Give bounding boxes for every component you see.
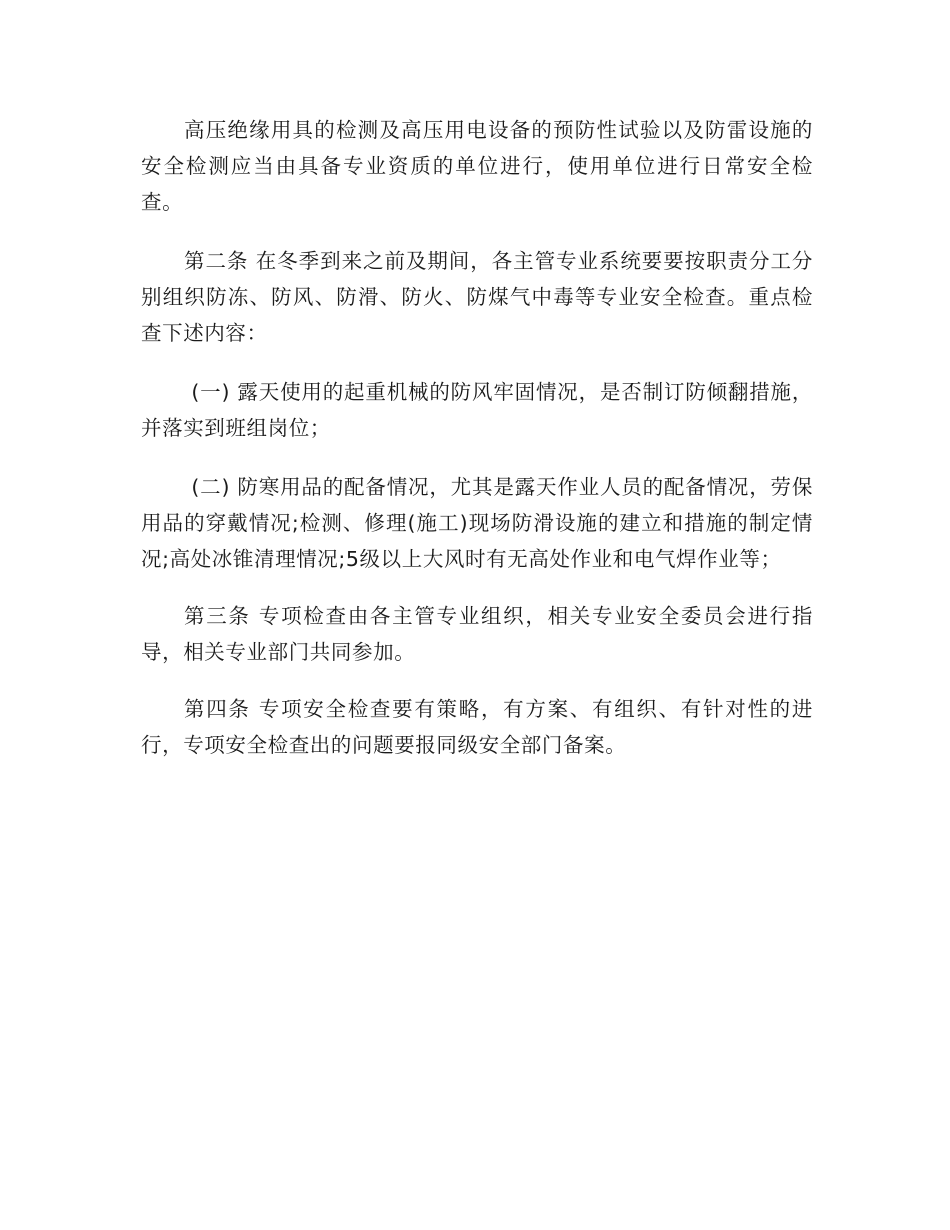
document-body <box>141 112 813 763</box>
paragraph-article-4: 第四条 专项安全检查要有策略，有方案、有组织、有针对性的进行，专项安全检查出的问题要报同级安全部门备案。 <box>141 697 813 757</box>
paragraph-item-2: (二) 防寒用品的配备情况，尤其是露天作业人员的配备情况，劳保用品的穿戴情况;检测、修理(施工)现场防滑设施的建立和措施的制定情况;高处冰锥清理情况;5级以上大风时有无高处作业和电气焊作业等； <box>141 475 813 571</box>
paragraph-inspection-qualification: 高压绝缘用具的检测及高压用电设备的预防性试验以及防雷设施的安全检测应当由具备专业资质的单位进行，使用单位进行日常安全检查。 <box>141 118 813 214</box>
paragraph-article-3: 第三条 专项检查由各主管专业组织，相关专业安全委员会进行指导，相关专业部门共同参加。 <box>141 604 813 664</box>
paragraph-item-1: (一) 露天使用的起重机械的防风牢固情况，是否制订防倾翻措施，并落实到班组岗位； <box>141 380 813 440</box>
paragraph-article-2: 第二条 在冬季到来之前及期间，各主管专业系统要要按职责分工分别组织防冻、防风、防滑、防火、防煤气中毒等专业安全检查。重点检查下述内容： <box>141 249 813 345</box>
